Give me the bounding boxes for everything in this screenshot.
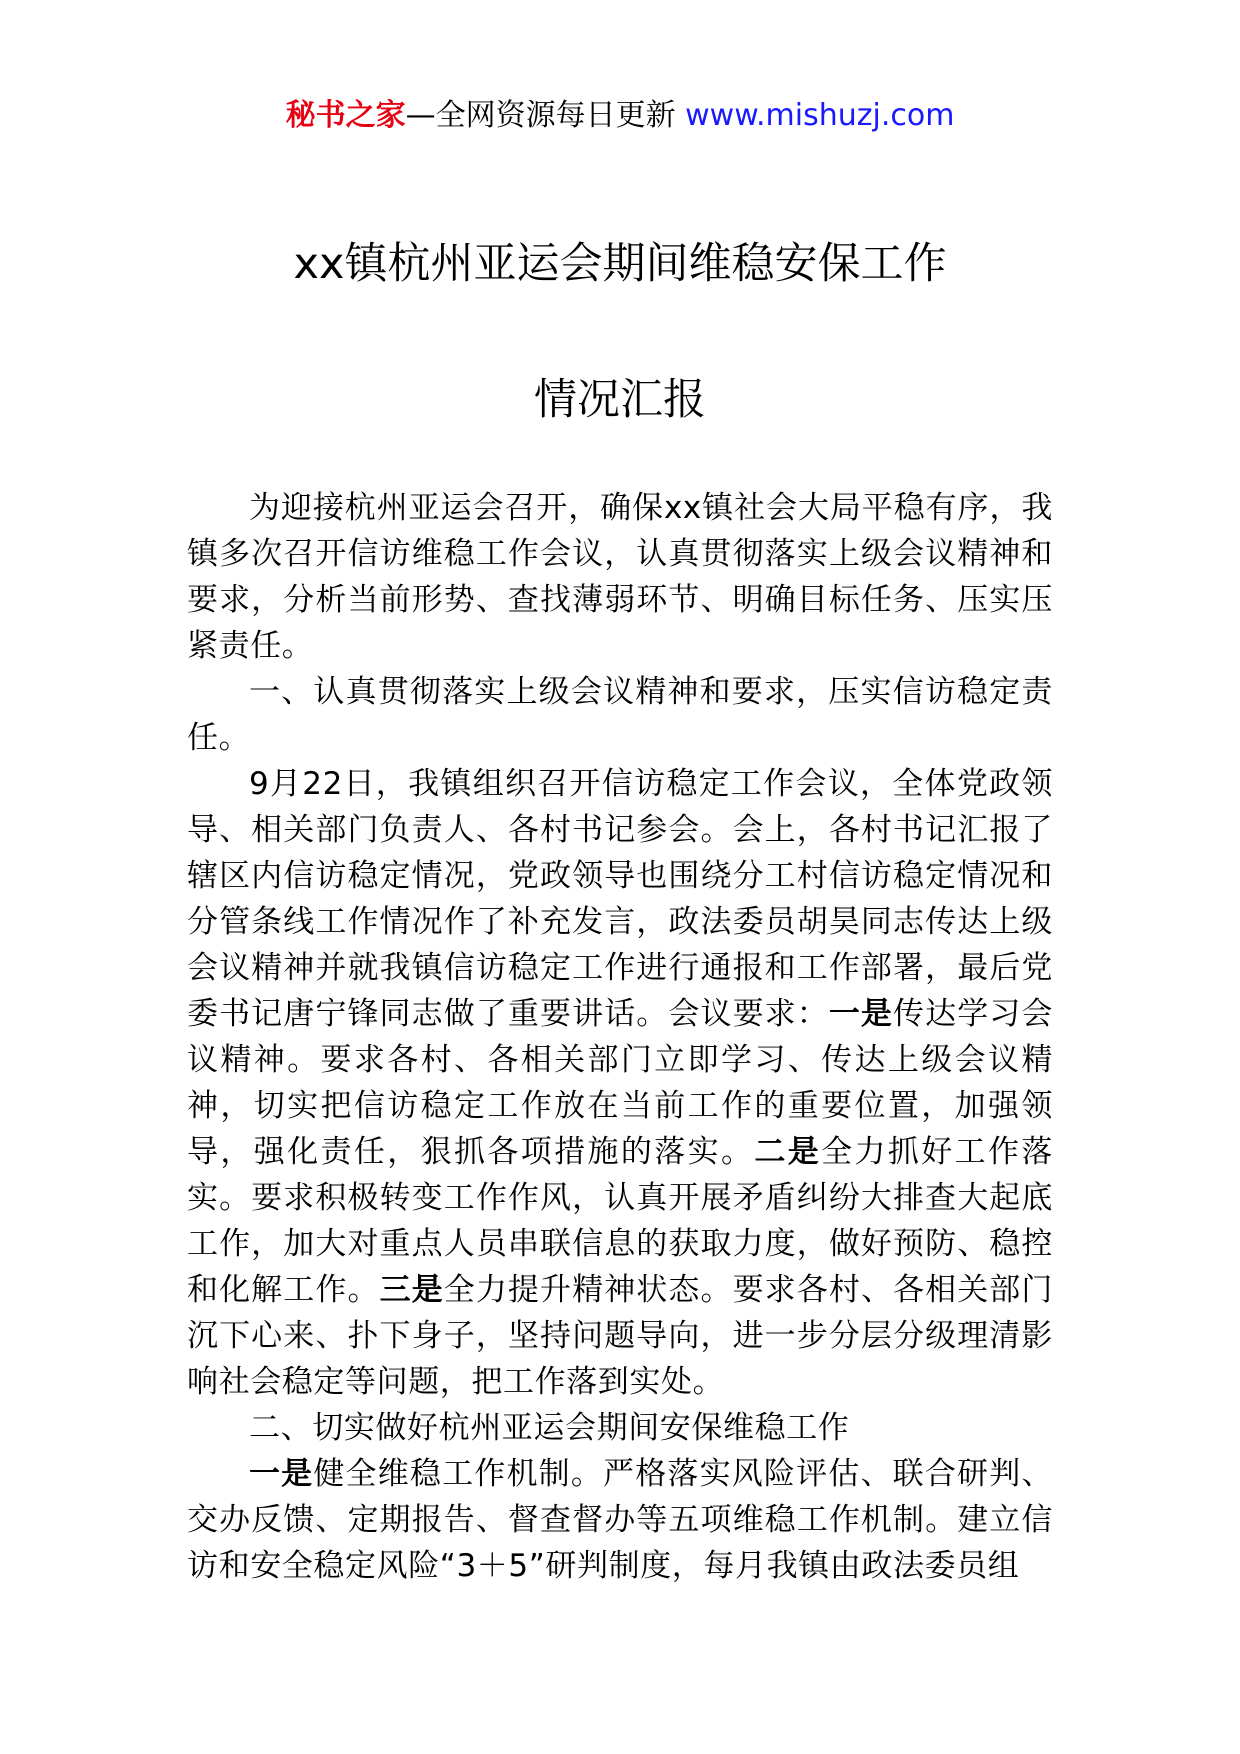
meeting-paragraph [187, 761, 1053, 1405]
point-2-text: 全力抓好工作落实。要求积极转变工作作风，认真开展矛盾纠纷大排查大起底工作，加大对重点人员串联信息的获取力度，做好预防、稳控和化解工作。 [187, 1134, 1054, 1308]
section-heading-2: 二、切实做好杭州亚运会期间安保维稳工作 [249, 1410, 850, 1446]
meeting-intro-text: 9月22日，我镇组织召开信访稳定工作会议，全体党政领导、相关部门负责人、各村书记参会。会上，各村书记汇报了辖区内信访稳定情况，党政领导也围绕分工村信访稳定情况和分管条线工作情况作了补充发言，政法委员胡昊同志传达上级会议精神并就我镇信访稳定工作进行通报和工作部署，最后党委书记唐宁锋同志做了重要讲话。会议要求： [187, 766, 1053, 1032]
document-title-line-2: 情况汇报 [534, 375, 706, 425]
mechanism-text: 健全维稳工作机制。严格落实风险评估、联合研判、交办反馈、定期报告、督查督办等五项维稳工作机制。建立信访和安全稳定风险“3＋5”研判制度，每月我镇由政法委员组 [187, 1456, 1053, 1584]
site-brand: 秘书之家 [285, 98, 406, 133]
site-header [0, 96, 1240, 136]
point-2-label: 二是 [754, 1134, 822, 1170]
intro-paragraph: 为迎接杭州亚运会召开，确保xx镇社会大局平稳有序，我镇多次召开信访维稳工作会议，认真贯彻落实上级会议精神和要求，分析当前形势、查找薄弱环节、明确目标任务、压实压紧责任。 [187, 490, 1053, 664]
site-url-link[interactable]: www.mishuzj.com [685, 98, 955, 133]
point-3-text: 全力提升精神状态。要求各村、各相关部门沉下心来、扑下身子，坚持问题导向，进一步分层分级理清影响社会稳定等问题，把工作落到实处。 [187, 1272, 1053, 1400]
mechanism-label: 一是 [249, 1456, 314, 1492]
section-heading-1: 一、认真贯彻落实上级会议精神和要求，压实信访稳定责任。 [187, 674, 1053, 756]
point-1-label: 一是 [828, 996, 894, 1032]
document-title-line-1: xx镇杭州亚运会期间维稳安保工作 [293, 239, 947, 289]
document-body [187, 485, 1053, 1589]
point-1-text: 传达学习会议精神。要求各村、各相关部门立即学习、传达上级会议精神，切实把信访稳定工作放在当前工作的重要位置，加强领导，强化责任，狠抓各项措施的落实。 [187, 996, 1053, 1170]
point-3-label: 三是 [379, 1272, 444, 1308]
site-slogan: —全网资源每日更新 [405, 98, 686, 133]
mechanism-paragraph [187, 1451, 1053, 1589]
